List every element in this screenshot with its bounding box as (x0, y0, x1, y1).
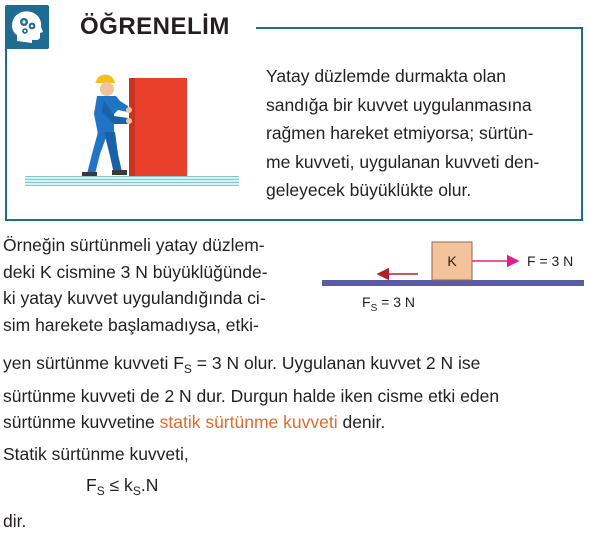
box-line: geleyecek büyüklükte olur. (266, 180, 472, 200)
statik-outro: dir. (3, 511, 27, 531)
worker-pushing-crate-illustration (70, 70, 200, 182)
example-line: ki yatay kuvvet uygulandığında ci- (3, 288, 266, 308)
continuation-line: yen sürtünme kuvveti $F_S = 3$ N olur. Uygulanan kuvvet 2 N ise (3, 353, 481, 376)
static-friction-term: statik sürtünme kuvveti (159, 412, 338, 432)
section-heading: ÖĞRENELİM (80, 13, 230, 40)
crate (129, 78, 187, 176)
info-box-text (266, 62, 566, 205)
block-label: K (447, 253, 457, 269)
continuation-paragraph (3, 350, 583, 436)
continuation-line: sürtünme kuvveti de 2 N dur. Durgun halde iken cisme etki eden (3, 385, 500, 406)
example-line: deki K cismine 3 N büyüklüğünde- (3, 261, 268, 282)
box-line: me kuvveti, uygulanan kuvveti den- (266, 151, 540, 172)
static-friction-formula: $F_S \le k_S.N$ (86, 475, 159, 498)
box-line: Yatay düzlemde durmakta olan (266, 66, 506, 86)
example-line: Örneğin sürtünmeli yatay düzlem- (3, 235, 265, 255)
force-diagram (322, 238, 584, 318)
friction-force-label: $F_S = 3$ N (362, 294, 415, 314)
box-line: rağmen hareket etmiyorsa; sürtün- (266, 123, 534, 143)
statik-intro: Statik sürtünme kuvveti, (3, 444, 189, 464)
floor (25, 176, 239, 186)
continuation-line: sürtünme kuvvetine statik sürtünme kuvveti denir. (3, 412, 386, 432)
box-line: sandığa bir kuvvet uygulanmasına (266, 94, 532, 115)
example-paragraph (3, 232, 296, 338)
example-line: sim harekete başlamadıysa, etki- (3, 314, 259, 335)
surface (322, 280, 584, 286)
applied-force-label: F = 3 N (527, 253, 574, 269)
